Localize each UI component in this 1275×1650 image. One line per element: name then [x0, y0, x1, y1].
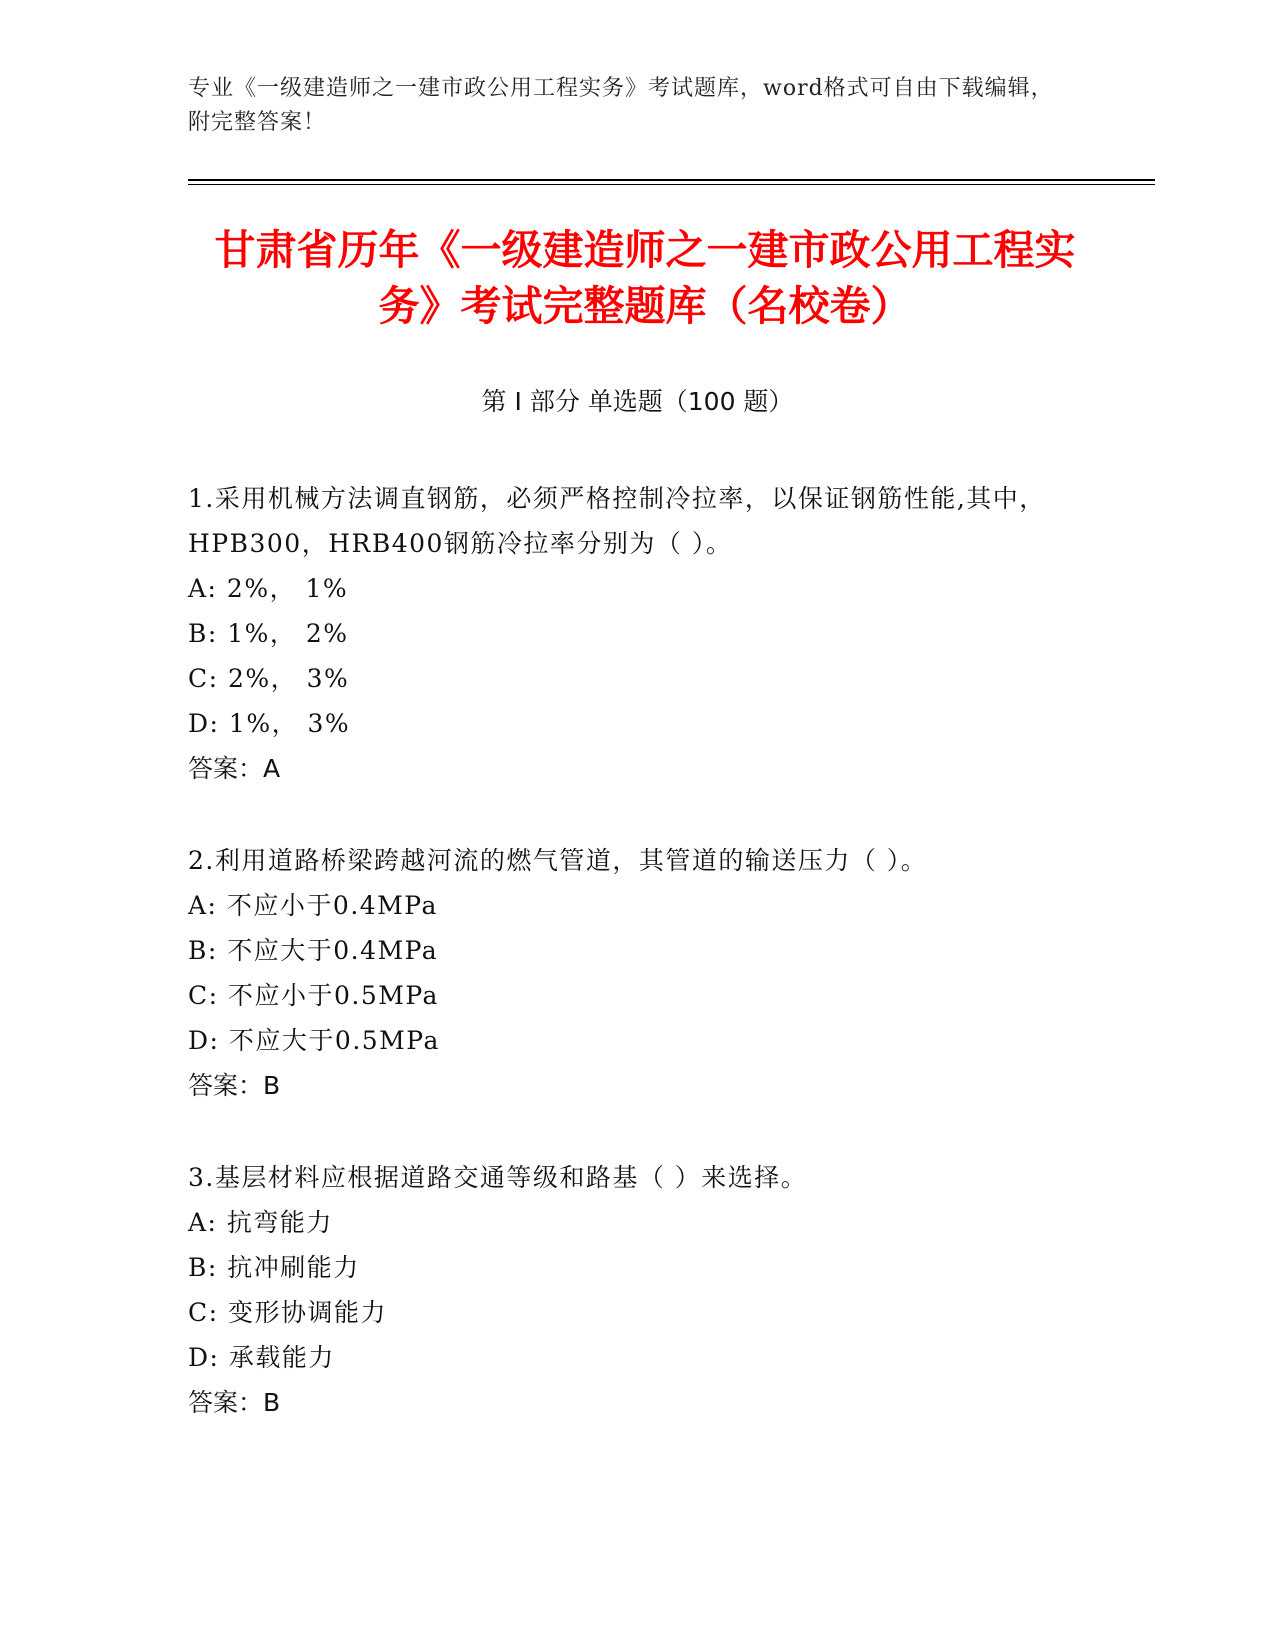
- option-a: A: 不应小于0.4MPa: [188, 891, 438, 920]
- option-b: B: 1%， 2%: [188, 619, 349, 648]
- option-d: D: 不应大于0.5MPa: [188, 1026, 440, 1055]
- document-title: 甘肃省历年《一级建造师之一建市政公用工程实务》考试完整题库（名校卷）: [214, 226, 1076, 330]
- header-rule-thick: [188, 179, 1155, 181]
- option-c: C: 2%， 3%: [188, 664, 350, 693]
- option-b: B: 抗冲刷能力: [188, 1253, 360, 1282]
- question-3: [188, 1155, 1088, 1425]
- option-a: A: 2%， 1%: [188, 574, 349, 603]
- question-stem: 3.基层材料应根据道路交通等级和路基（ ）来选择。: [188, 1163, 808, 1192]
- question-stem: 2.利用道路桥梁跨越河流的燃气管道，其管道的输送压力（ ）。: [188, 846, 928, 875]
- header-note: 专业《一级建造师之一建市政公用工程实务》考试题库，word格式可自由下载编辑，附完整答案！: [188, 76, 1054, 135]
- option-d: D: 承载能力: [188, 1343, 335, 1372]
- option-c: C: 变形协调能力: [188, 1298, 387, 1327]
- answer: 答案：B: [188, 1071, 281, 1100]
- question-2: [188, 838, 1088, 1108]
- answer: 答案：B: [188, 1388, 281, 1417]
- option-d: D: 1%， 3%: [188, 709, 351, 738]
- option-a: A: 抗弯能力: [188, 1208, 333, 1237]
- option-b: B: 不应大于0.4MPa: [188, 936, 439, 965]
- question-1: [188, 476, 1088, 791]
- question-stem: 1.采用机械方法调直钢筋，必须严格控制冷拉率，以保证钢筋性能,其中，HPB300，HRB400钢筋冷拉率分别为（ ）。: [188, 484, 1046, 558]
- question-list: [188, 476, 1088, 1472]
- section-heading: 第 I 部分 单选题（100 题）: [481, 387, 794, 416]
- header-rule-thin: [188, 184, 1155, 185]
- option-c: C: 不应小于0.5MPa: [188, 981, 439, 1010]
- answer: 答案：A: [188, 754, 281, 783]
